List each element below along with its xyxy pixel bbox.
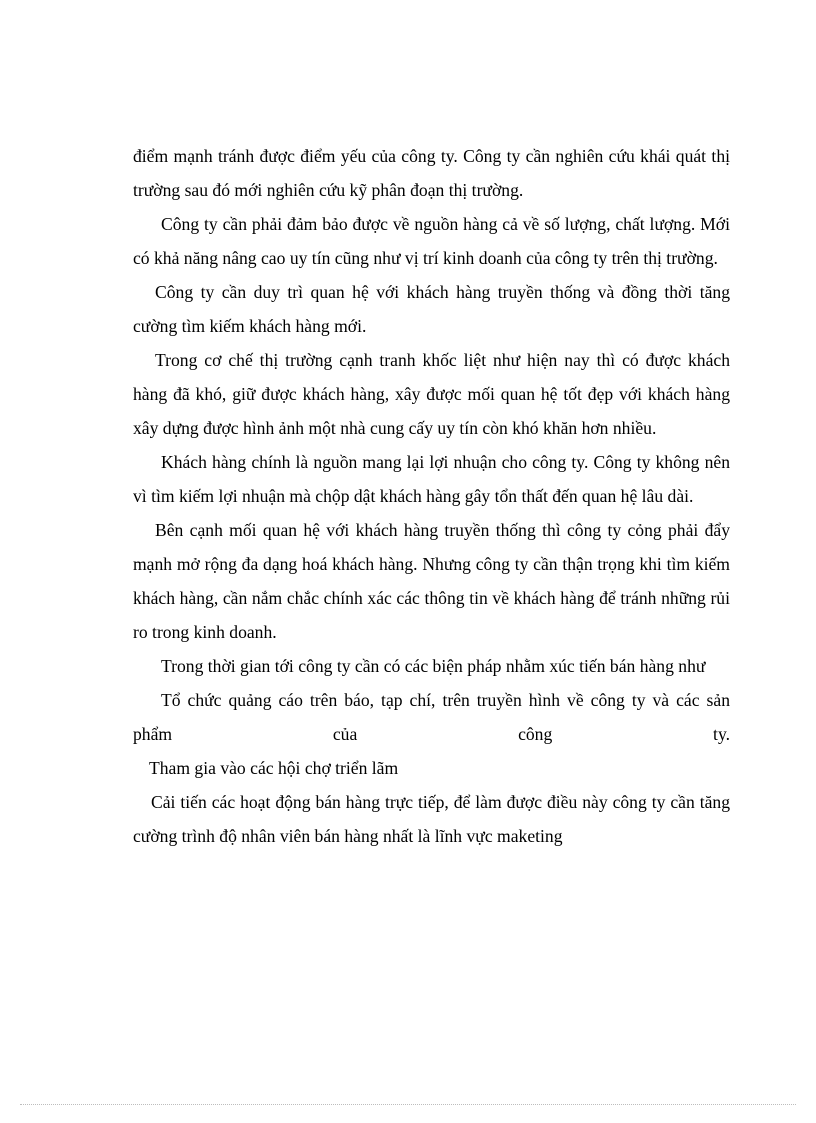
document-body	[133, 139, 730, 853]
paragraph-1: điểm mạnh tránh được điểm yếu của công ty. Công ty cần nghiên cứu khái quát thị trường sau đó mới nghiên cứu kỹ phân đoạn thị trường.	[133, 146, 730, 200]
paragraph-3: Công ty cần duy trì quan hệ với khách hàng truyền thống và đồng thời tăng cường tìm kiếm khách hàng mới.	[133, 282, 730, 336]
paragraph-5: Khách hàng chính là nguồn mang lại lợi nhuận cho công ty. Công ty không nên vì tìm kiếm lợi nhuận mà chộp dật khách hàng gây tổn thất đến quan hệ lâu dài.	[133, 452, 730, 506]
paragraph-9: Tham gia vào các hội chợ triển lãm	[149, 758, 399, 778]
paragraph-4: Trong cơ chế thị trường cạnh tranh khốc liệt như hiện nay thì có được khách hàng đã khó, giữ được khách hàng, xây được mối quan hệ tốt đẹp với khách hàng xây dựng được hình ảnh một nhà cung cấy uy tín còn khó khăn hơn nhiều.	[133, 350, 730, 438]
paragraph-10: Cải tiến các hoạt động bán hàng trực tiếp, để làm được điều này công ty cần tăng cường trình độ nhân viên bán hàng nhất là lĩnh vực maketing	[133, 792, 730, 846]
paragraph-7: Trong thời gian tới công ty cần có các biện pháp nhằm xúc tiến bán hàng như	[161, 656, 706, 676]
page-bottom-rule	[20, 1104, 796, 1105]
paragraph-2: Công ty cần phải đảm bảo được về nguồn hàng cả về số lượng, chất lượng. Mới có khả năng nâng cao uy tín cũng như vị trí kinh doanh của công ty trên thị trường.	[133, 214, 730, 268]
paragraph-8: Tổ chức quảng cáo trên báo, tạp chí, trên truyền hình về công ty và các sản phẩm của công ty.	[133, 690, 730, 744]
paragraph-6: Bên cạnh mối quan hệ với khách hàng truyền thống thì công ty cỏng phải đẩy mạnh mở rộng đa dạng hoá khách hàng. Nhưng công ty cần thận trọng khi tìm kiếm khách hàng, cần nắm chắc chính xác các thông tin về khách hàng để tránh những rủi ro trong kinh doanh.	[133, 520, 730, 642]
